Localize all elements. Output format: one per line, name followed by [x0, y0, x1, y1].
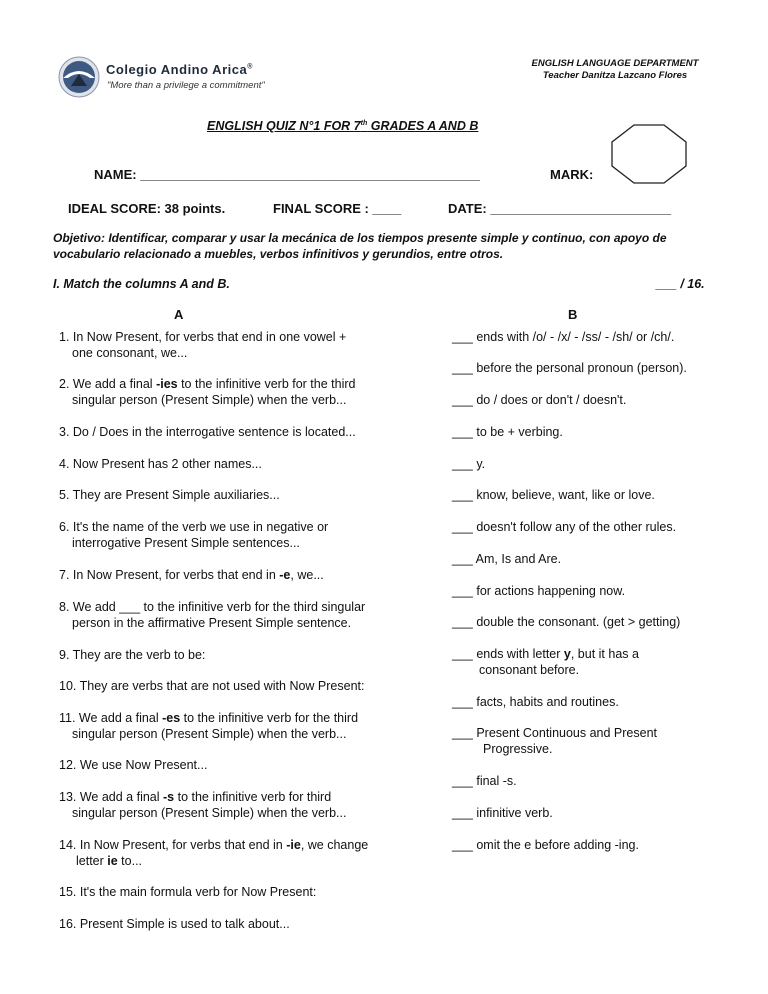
- name-field[interactable]: NAME: _______________________________________________: [94, 167, 481, 182]
- answer-blank[interactable]: ___: [452, 695, 473, 709]
- answer-item: ___ for actions happening now.: [452, 584, 626, 598]
- answer-item: ___ before the personal pronoun (person).: [452, 361, 687, 375]
- list-item: 4. Now Present has 2 other names...: [59, 457, 262, 471]
- list-item: 10. They are verbs that are not used with Now Present:: [59, 679, 365, 693]
- list-item: 2. We add a final -ies to the infinitive verb for the third singular person (Present Simple) when the verb...: [59, 377, 356, 407]
- date-field[interactable]: DATE: _________________________: [448, 201, 672, 216]
- section-score[interactable]: ___ / 16.: [656, 277, 705, 291]
- answer-item: ___ do / does or don't / doesn't.: [452, 393, 627, 407]
- answer-blank[interactable]: ___: [452, 457, 473, 471]
- answer-blank[interactable]: ___: [452, 647, 473, 661]
- answer-item: ___ Am, Is and Are.: [452, 552, 562, 566]
- department-block: [520, 58, 710, 82]
- answer-item: ___ infinitive verb.: [452, 806, 553, 820]
- section-title: I. Match the columns A and B.: [53, 277, 230, 291]
- list-item: 6. It's the name of the verb we use in negative or interrogative Present Simple sentences...: [59, 520, 329, 550]
- answer-item: ___ ends with letter y, but it has a consonant before.: [452, 647, 639, 677]
- answer-blank[interactable]: ___: [452, 774, 473, 788]
- objective-line: Objetivo: Identificar, comparar y usar la mecánica de los tiempos presente simple y continuo, con apoyo de: [53, 231, 667, 245]
- list-item: 14. In Now Present, for verbs that end in -ie, we change letter ie to...: [59, 838, 369, 868]
- answer-item: ___ to be + verbing.: [452, 425, 563, 439]
- answer-item: ___ facts, habits and routines.: [452, 695, 619, 709]
- ideal-score: IDEAL SCORE: 38 points.: [68, 201, 226, 216]
- answer-item: ___ Present Continuous and Present Progressive.: [452, 726, 658, 756]
- answer-blank[interactable]: ___: [452, 584, 473, 598]
- answer-blank[interactable]: ___: [452, 806, 473, 820]
- list-item: 9. They are the verb to be:: [59, 648, 206, 662]
- objective: [53, 230, 667, 262]
- answer-item: ___ double the consonant. (get > getting): [452, 615, 681, 629]
- list-item: 16. Present Simple is used to talk about...: [59, 917, 290, 931]
- octagon-icon: [610, 124, 688, 184]
- answer-blank[interactable]: ___: [452, 488, 473, 502]
- answer-item: ___ doesn't follow any of the other rules.: [452, 520, 677, 534]
- answer-item: ___ ends with /o/ - /x/ - /ss/ - /sh/ or /ch/.: [452, 330, 675, 344]
- list-item: 1. In Now Present, for verbs that end in one vowel + one consonant, we...: [59, 330, 347, 360]
- answer-item: ___ y.: [452, 457, 486, 471]
- school-name: Colegio Andino Arica®: [106, 62, 253, 77]
- column-a-header: A: [174, 307, 184, 322]
- teacher-name: Teacher Danitza Lazcano Flores: [542, 70, 688, 81]
- school-slogan: "More than a privilege a commitment": [107, 80, 265, 91]
- objective-line: vocabulario relacionado a muebles, verbos infinitivos y gerundios, entre otros.: [53, 247, 504, 261]
- quiz-title: ENGLISH QUIZ N°1 FOR 7th GRADES A AND B: [207, 119, 479, 133]
- school-logo: [58, 56, 100, 98]
- answer-blank[interactable]: ___: [452, 552, 473, 566]
- mark-label: MARK:: [550, 167, 594, 182]
- answer-blank[interactable]: ___: [452, 838, 473, 852]
- mark-box: [610, 124, 688, 184]
- answer-blank[interactable]: ___: [452, 361, 473, 375]
- department-name: ENGLISH LANGUAGE DEPARTMENT: [531, 58, 699, 69]
- answer-item: ___ final -s.: [452, 774, 517, 788]
- list-item: 7. In Now Present, for verbs that end in -e, we...: [59, 568, 324, 582]
- list-item: 3. Do / Does in the interrogative sentence is located...: [59, 425, 356, 439]
- list-item: 8. We add ___ to the infinitive verb for the third singular person in the affirmative Present Simple sentence.: [59, 600, 366, 630]
- list-item: 12. We use Now Present...: [59, 758, 208, 772]
- answer-blank[interactable]: ___: [452, 330, 473, 344]
- list-item: 11. We add a final -es to the infinitive verb for the third singular person (Present Simple) when the verb...: [59, 711, 359, 741]
- final-score-field[interactable]: FINAL SCORE : ____: [273, 201, 402, 216]
- answer-blank[interactable]: ___: [452, 726, 473, 740]
- answer-blank[interactable]: ___: [452, 425, 473, 439]
- answer-item: ___ know, believe, want, like or love.: [452, 488, 655, 502]
- answer-blank[interactable]: ___: [452, 393, 473, 407]
- answer-item: ___ omit the e before adding -ing.: [452, 838, 639, 852]
- list-item: 13. We add a final -s to the infinitive verb for third singular person (Present Simple) when the verb...: [59, 790, 347, 820]
- school-crest-icon: [58, 56, 100, 98]
- list-item: 15. It's the main formula verb for Now Present:: [59, 885, 317, 899]
- column-b-header: B: [568, 307, 578, 322]
- answer-blank[interactable]: ___: [452, 520, 473, 534]
- list-item: 5. They are Present Simple auxiliaries...: [59, 488, 280, 502]
- answer-blank[interactable]: ___: [452, 615, 473, 629]
